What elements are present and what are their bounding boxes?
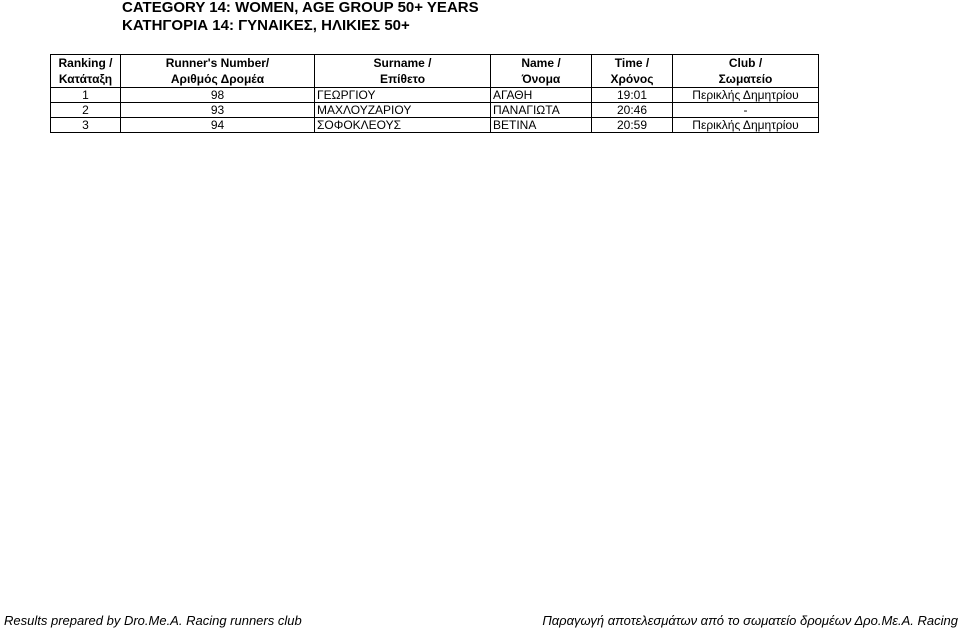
header-runner-number-gr: Αριθμός Δρομέα <box>170 72 265 86</box>
header-name-en: Name / <box>521 56 561 70</box>
footer-credit-greek: Παραγωγή αποτελεσμάτων από το σωματείο δρομέων Δρο.Με.Α. Racing <box>542 613 958 628</box>
header-runner-number <box>121 55 315 88</box>
cell-surname: ΣΟΦΟΚΛΕΟΥΣ <box>315 118 491 133</box>
header-surname-gr: Επίθετο <box>379 72 426 86</box>
header-club-en: Club / <box>728 56 763 70</box>
cell-time: 19:01 <box>592 88 673 103</box>
header-time-gr: Χρόνος <box>610 72 654 86</box>
header-ranking-en: Ranking / <box>58 56 113 70</box>
cell-number: 93 <box>121 103 315 118</box>
table-row <box>51 103 819 118</box>
header-runner-number-en: Runner's Number/ <box>165 56 270 70</box>
category-title-english: CATEGORY 14: WOMEN, AGE GROUP 50+ YEARS <box>122 0 479 16</box>
header-club <box>673 55 819 88</box>
results-table <box>50 54 819 133</box>
header-time <box>592 55 673 88</box>
cell-surname: ΓΕΩΡΓΙΟΥ <box>315 88 491 103</box>
header-time-en: Time / <box>614 56 650 70</box>
cell-number: 94 <box>121 118 315 133</box>
cell-club: Περικλής Δημητρίου <box>673 88 819 103</box>
cell-name: ΑΓΑΘΗ <box>491 88 592 103</box>
header-name-gr: Όνομα <box>521 72 561 86</box>
cell-club: - <box>673 103 819 118</box>
cell-rank: 2 <box>51 103 121 118</box>
cell-surname: ΜΑΧΛΟΥΖΑΡΙΟΥ <box>315 103 491 118</box>
table-row <box>51 88 819 103</box>
cell-club: Περικλής Δημητρίου <box>673 118 819 133</box>
category-title-greek: ΚΑΤΗΓΟΡΙΑ 14: ΓΥΝΑΙΚΕΣ, ΗΛΙΚΙΕΣ 50+ <box>122 17 410 34</box>
header-surname <box>315 55 491 88</box>
cell-number: 98 <box>121 88 315 103</box>
cell-rank: 3 <box>51 118 121 133</box>
cell-name: ΠΑΝΑΓΙΩΤΑ <box>491 103 592 118</box>
header-name <box>491 55 592 88</box>
cell-time: 20:46 <box>592 103 673 118</box>
header-surname-en: Surname / <box>373 56 432 70</box>
footer-credit-english: Results prepared by Dro.Me.A. Racing runners club <box>4 613 302 628</box>
header-club-gr: Σωματείο <box>718 72 773 86</box>
cell-time: 20:59 <box>592 118 673 133</box>
header-ranking-gr: Κατάταξη <box>58 72 113 86</box>
header-ranking <box>51 55 121 88</box>
cell-name: ΒΕΤΙΝΑ <box>491 118 592 133</box>
table-header-row <box>51 55 819 88</box>
table-row <box>51 118 819 133</box>
cell-rank: 1 <box>51 88 121 103</box>
